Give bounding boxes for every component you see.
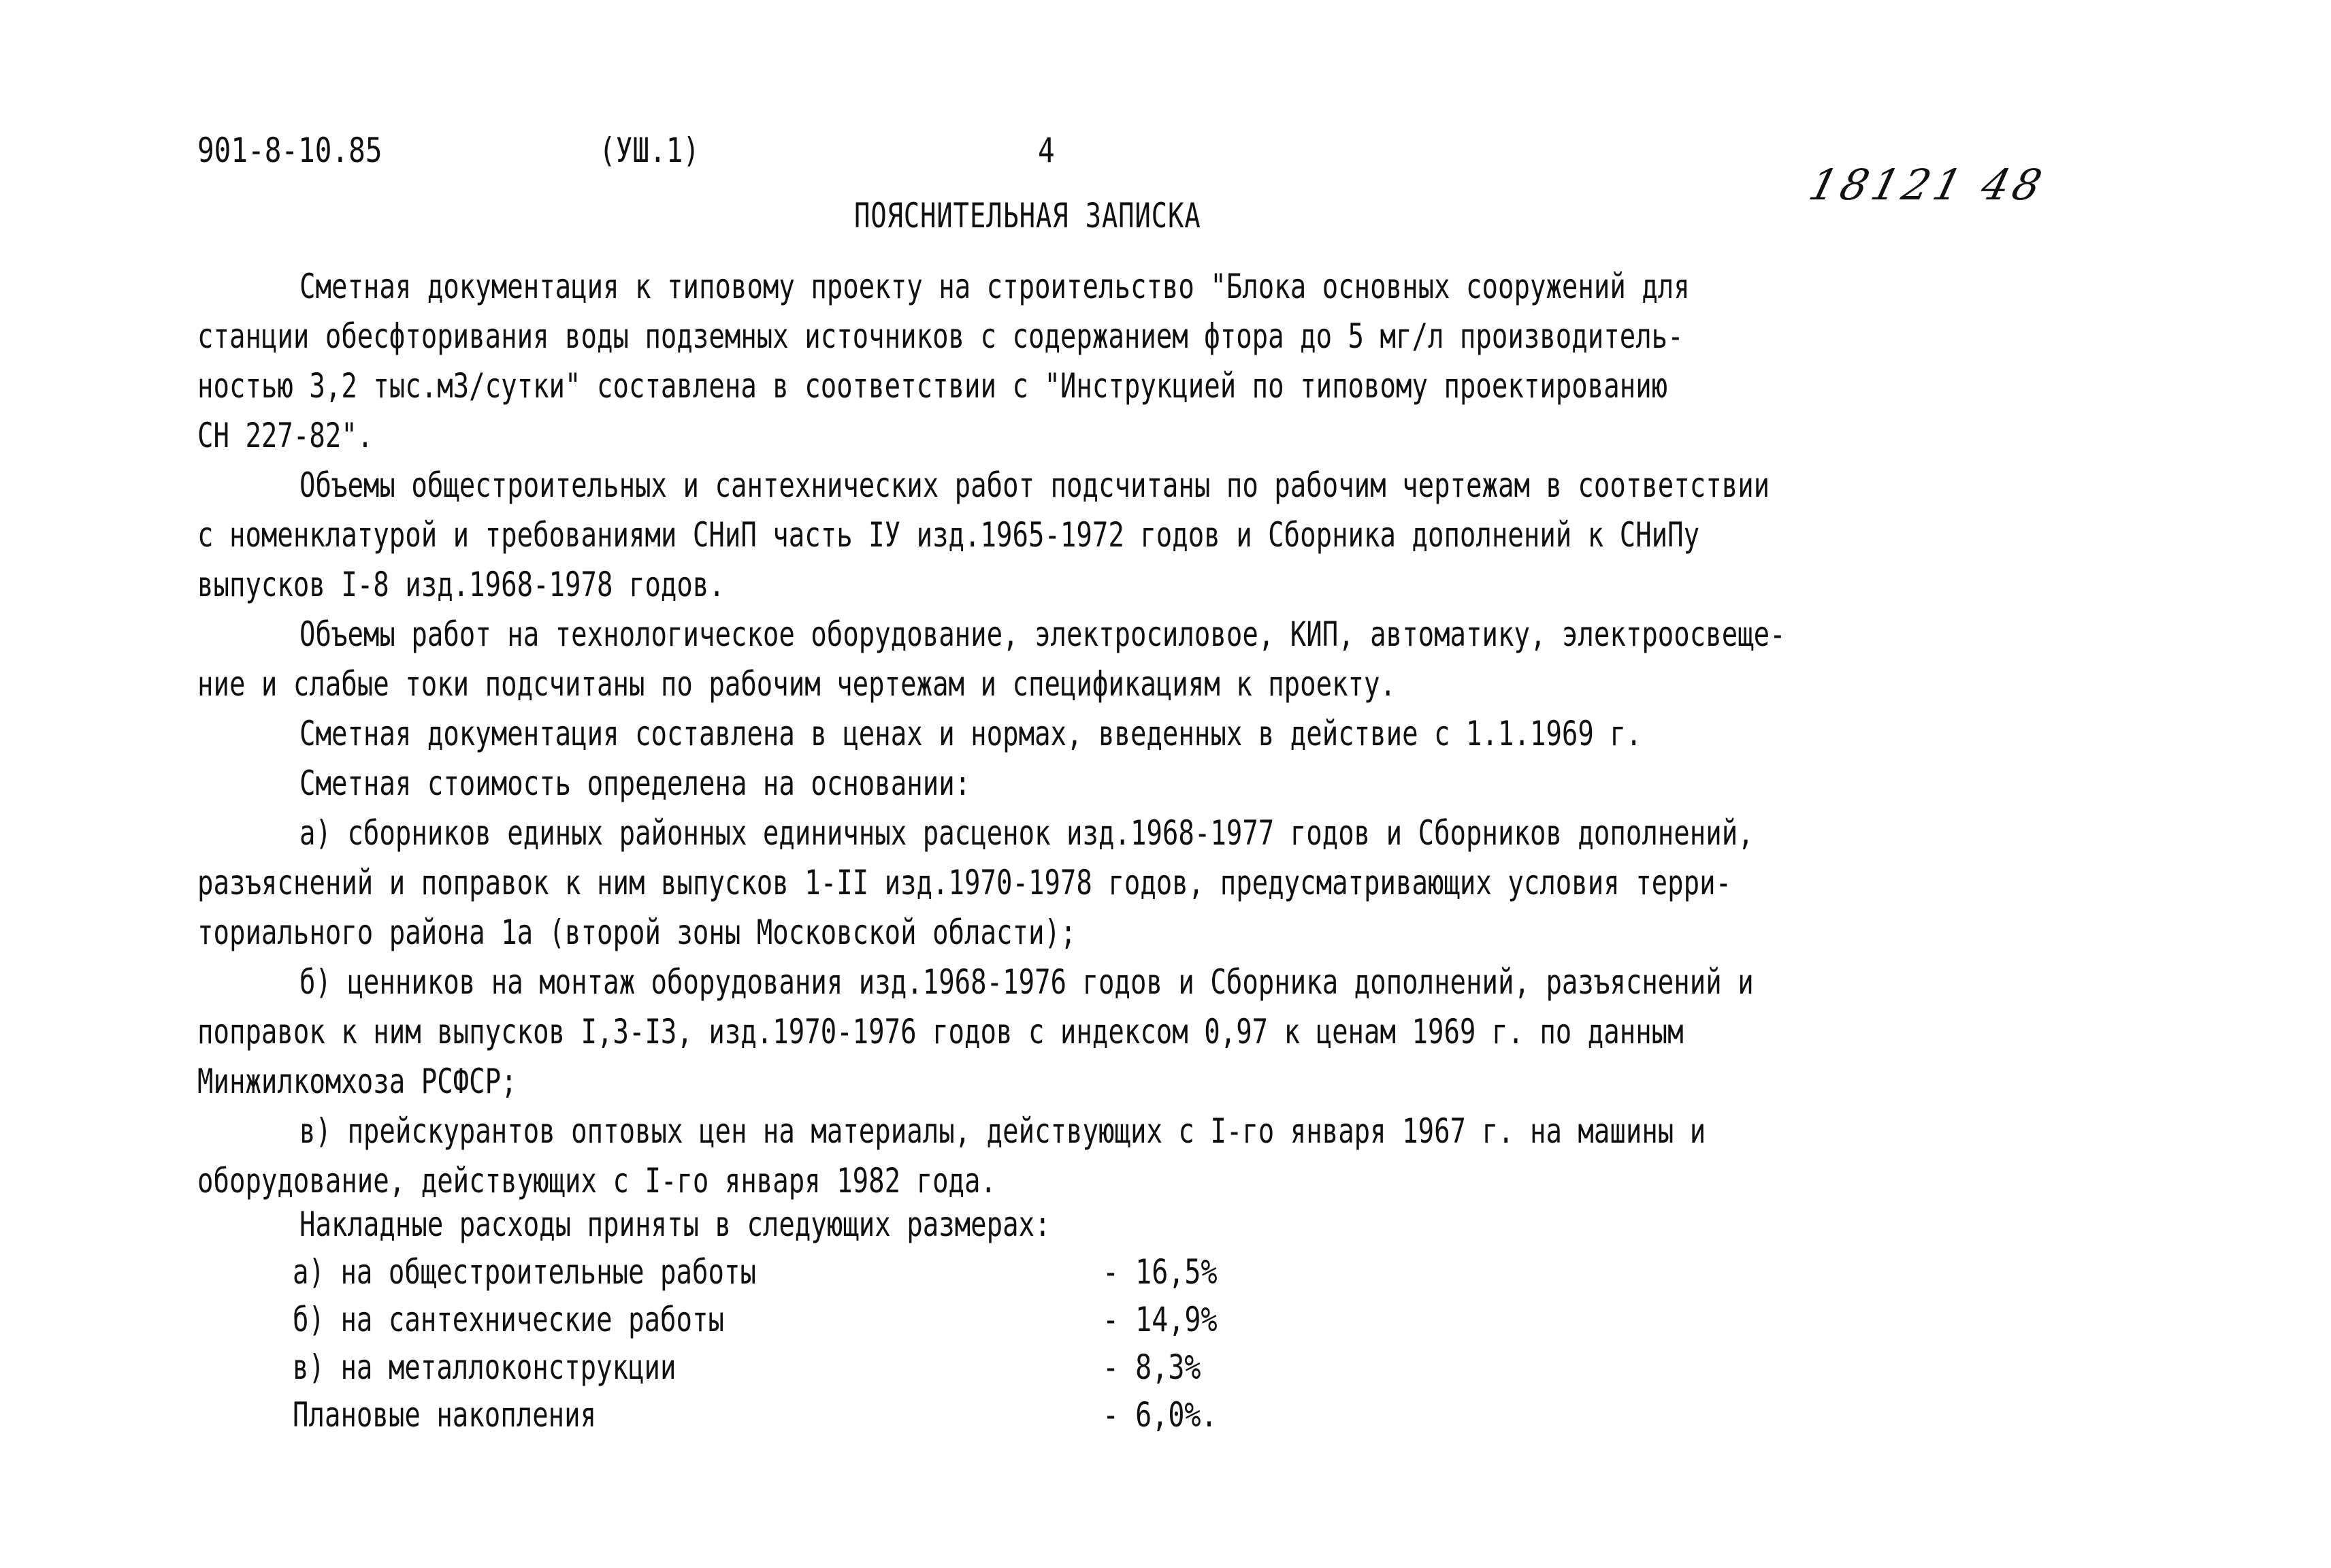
paragraph-line: б) ценников на монтаж оборудования изд.1968-1976 годов и Сборника дополнений, разъяснений и [299,962,1754,1002]
document-code: 901-8-10.85 [197,131,382,170]
paragraph-line: разъяснений и поправок к ним выпусков 1-II изд.1970-1978 годов, предусматривающих условия терри- [197,863,1732,902]
overhead-item-value: - 16,5% [1103,1252,1218,1292]
paragraph-line: станции обесфторивания воды подземных источников с содержанием фтора до 5 мг/л производитель- [197,316,1684,356]
planned-savings-value: - 6,0%. [1103,1395,1218,1435]
handwritten-number: 18121 48 [1804,160,2051,210]
paragraph-line: поправок к ним выпусков I,3-I3, изд.1970-1976 годов с индексом 0,97 к ценам 1969 г. по данным [197,1012,1684,1051]
overhead-item-value: - 8,3% [1103,1348,1201,1387]
paragraph-line: Сметная стоимость определена на основании: [299,764,971,803]
overhead-item-label: а) на общестроительные работы [293,1252,756,1292]
paragraph-line: СН 227-82". [197,416,374,455]
overhead-item-value: - 14,9% [1103,1300,1218,1339]
paragraph-line: Объемы работ на технологическое оборудование, электросиловое, КИП, автоматику, электроосвеще- [299,615,1786,654]
paragraph-line: ностью 3,2 тыс.м3/сутки" составлена в соответствии с "Инструкцией по типовому проектированию [197,366,1668,406]
paragraph-line: Минжилкомхоза РСФСР; [197,1062,517,1101]
paragraph-line: ториального района 1а (второй зоны Московской области); [197,913,1077,952]
section-label: (УШ.1) [599,131,700,170]
planned-savings-label: Плановые накопления [293,1395,597,1435]
overhead-item-label: в) на металлоконструкции [293,1348,677,1387]
paragraph-line: оборудование, действующих с I-го января 1982 года. [197,1161,997,1200]
paragraph-line: Сметная документация составлена в ценах и нормах, введенных в действие с 1.1.1969 г. [299,714,1642,753]
overhead-item-label: б) на сантехнические работы [293,1300,724,1339]
paragraph-line: выпусков I-8 изд.1968-1978 годов. [197,565,725,604]
overhead-intro: Накладные расходы приняты в следующих размерах: [299,1205,1051,1244]
paragraph-line: Объемы общестроительных и сантехнических работ подсчитаны по рабочим чертежам в соответствии [299,466,1770,505]
paragraph-line: в) прейскурантов оптовых цен на материалы, действующих с I-го января 1967 г. на машины и [299,1111,1706,1151]
page-title: ПОЯСНИТЕЛЬНАЯ ЗАПИСКА [854,196,1201,235]
page-number: 4 [1038,131,1055,170]
paragraph-line: с номенклатурой и требованиями СНиП часть IУ изд.1965-1972 годов и Сборника дополнений к СНиПу [197,515,1700,555]
paragraph-line: Сметная документация к типовому проекту на строительство "Блока основных сооружений для [299,267,1690,306]
paragraph-line: а) сборников единых районных единичных расценок изд.1968-1977 годов и Сборников дополнений, [299,813,1754,853]
paragraph-line: ние и слабые токи подсчитаны по рабочим чертежам и спецификациям к проекту. [197,664,1397,704]
